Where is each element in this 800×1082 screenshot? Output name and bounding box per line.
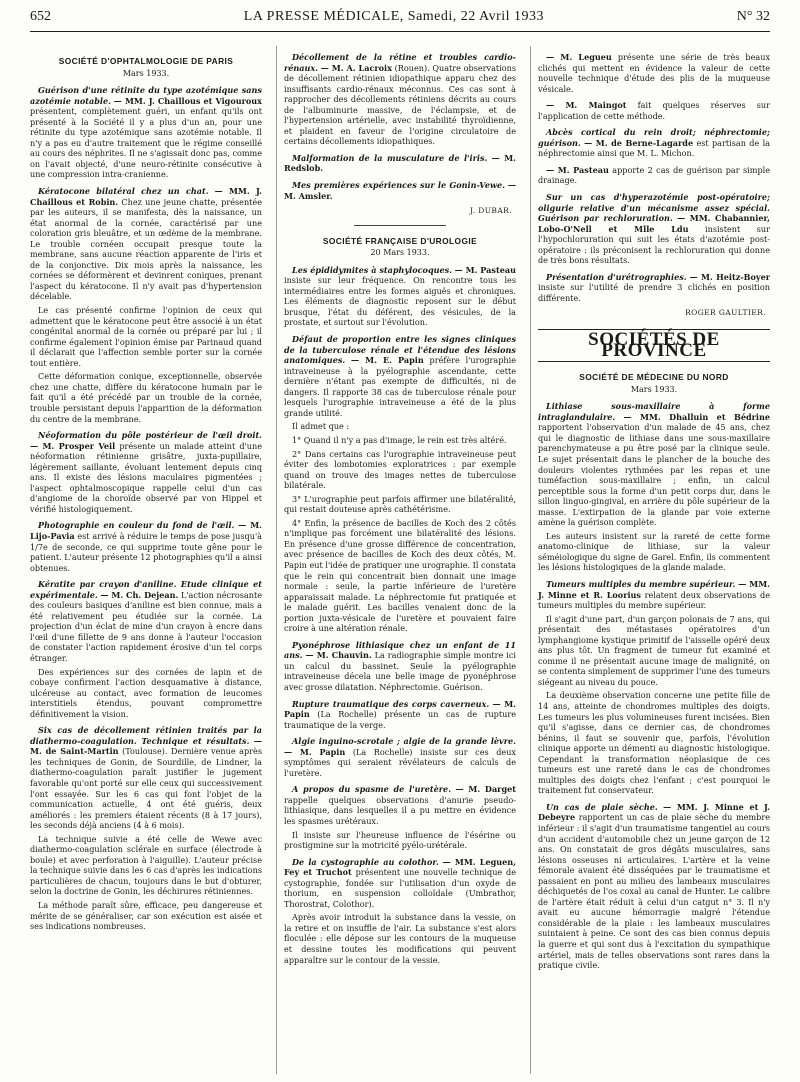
article-authors: — MM. J. Chaillous et Robin. [30,186,262,207]
article-authors: — M. de Saint-Martin [30,735,262,757]
paragraph-text: présente une série de très beaux clichés qui mettent en évidence la valeur de cette nouvelle technique d'étude des plis de la muqueuse vésicale. [538,52,770,94]
paragraph-text: insiste sur l'utilité de prendre 3 clichés en position différente. [538,282,770,303]
article-paragraph [30,430,262,514]
paragraph-text: relatent deux observations de tumeurs multiples du membre supérieur. [538,589,770,611]
divider [354,225,447,226]
page-number: 652 [30,9,51,24]
paragraph-text: 4° Enfin, la présence de bacilles de Koch des 2 côtés n'implique pas forcément une bilatéralité des lésions. En présence d'une grosse différence de concentration, avec présence de bacilles de Koch des deux côtés, M. Papin eut l'idée de pratiquer une urographie. Il constata que le rein qui concentrait bien donnait une image normale : seule, la partie inférieure de l'uretère apparaissait malade. La néphrectomie fut pratiquée et le malade guérit. Les bacilles venaient donc de la portion juxta-vésicale de l'uretère et pouvaient faire croire à une altération rénale. [284,517,516,634]
signature: J. DUBAR. [469,206,512,216]
article-authors: — M. Papin [284,746,346,757]
article-title: Rupture traumatique des corps caverneux. [292,698,490,709]
article-title: Néoformation du pôle postérieur de l'œil droit. [38,430,262,441]
session-date: Mars 1933. [630,384,678,394]
paragraph [284,518,516,634]
article-paragraph [284,52,516,147]
article-authors: — M. Ch. Dejean. [100,589,179,600]
article-title: Un cas de plaie sèche. [546,801,658,812]
article-title: Les épididymites à staphylocoques. [292,264,453,275]
paragraph-text: Après avoir introduit la substance dans la vessie, on la retire et on insuffle de l'air. La substance s'est alors floculée : elle dépose sur les contours de la muqueuse et dessine toutes les modifications qui peuvent apparaître sur le contour de la vessie. [284,912,516,965]
article-authors: — M. Maingot [546,100,627,111]
paragraph-text: La deuxième observation concerne une petite fille de 14 ans, atteinte de chondromes multiples des doigts. Les tumeurs les plus volumineuses furent incisées. Bien qu'il s'agisse, dans ce dernier cas, de chondromes bénins, il faut se souvenir que, parfois, l'évolution clinique apporte un démenti au diagnostic histologique. Cependant la transformation néoplasique de ces tumeurs est une rareté dans le cas de chondromes multiples des doigts chez l'enfant ; c'est pourquoi le traitement fut conservateur. [538,690,770,796]
article-list [538,401,770,970]
paragraph [30,834,262,897]
article-authors: — M. Papin [284,698,516,720]
paragraph-text: 1° Quand il n'y a pas d'image, le rein est très altéré. [292,434,507,445]
article-paragraph [284,265,516,328]
article-authors: — M. E. Papin [351,355,424,366]
article-paragraph [284,736,516,778]
article-paragraph [284,699,516,731]
article-authors: — MM. Dhalluin et Bédrine [623,411,770,422]
column-middle [276,46,516,1074]
paragraph [30,371,262,424]
paragraph-text: rappelle quelques observations d'anurie pseudo-lithiasique, dans lesquelles il a pu mettre en évidence les spasmes urétéraux. [284,794,516,826]
society-heading: SOCIÉTÉ FRANÇAISE D'UROLOGIE [322,235,478,246]
article-paragraph [30,520,262,573]
page-header [30,0,770,34]
issue-number: N° 32 [736,9,770,24]
paragraph [284,449,516,491]
article-authors: — M. Chauvin. [305,650,372,661]
article-title: Kératocone bilatéral chez un chat. [38,186,209,197]
article-paragraph [538,192,770,266]
article-paragraph [30,579,262,663]
article-authors: — M. Darget [455,784,516,795]
article-paragraph [538,127,770,159]
paragraph [284,435,516,446]
paragraph-text: présente un malade atteint d'une néoformation rétinienne grisâtre, juxta-pupillaire, légèrement saillante, évoluant lentement depuis cinq ans. Il existe des lésions maculaires pigmentées ; l'aspect ophtalmoscopique rappelle celui d'un cas d'angiome de la choroïde observé par von Hippel et vérifié histologiquement. [30,440,262,514]
article-paragraph [284,180,516,201]
article-authors: — MM. J. Minne et J. Debeyre [538,801,770,823]
article-title: Kératite par crayon d'aniline. Etude clinique et expérimentale. [30,579,262,600]
article-authors: — MM. Leguen, Fey et Truchot [284,856,516,878]
paragraph-text: est arrivé à réduire le temps de pose jusqu'à 1/7e de seconde, ce qui supprime toute gêne pour le patient. L'auteur présente 12 photographies qu'il a ainsi obtenues. [30,530,262,573]
article-title: Six cas de décollement rétinien traités par la diathermo-coagulation. Technique et résultats. [30,725,262,746]
paragraph-text: La radiographie simple montre ici un calcul du bassinet. Seule la pyélographie intraveineuse décela une belle image de pyonéphrose avec grosse dilatation. Néphrectomie. Guérison. [284,650,516,692]
paragraph-text: La technique suivie a été celle de Wewe avec diathermo-coagulation sclérale en surface (électrode à boule) et avec perforation à l'aiguille). L'auteur précise la technique suivie dans les 6 cas d'après les indications particulières de chacun, toujours dans le but d'obturer, selon la doctrine de Gonin, les déchirures rétiniennes. [30,833,262,897]
article-paragraph [284,640,516,693]
article-authors: — M. Pasteau [454,264,516,275]
paragraph-text: (Toulouse). Dernière venue après les techniques de Gonin, de Sourdille, de Lindner, la diathermo-coagulation paraît justifier le jugement favorable qu'ont porté sur elle ceux qui successivement l'ont essayée. Sur les 6 cas qui font l'objet de la communication actuelle, 4 ont été guéris, deux améliorés : les premiers étaient récents (8 à 17 jours), les seconds déjà anciens (4 à 6 mois). [30,746,262,831]
paragraph-text: insistent sur l'hypochloruration qui suit les états d'azotémie post-opératoire : ils préconisent la rechloruration qui donne de très bons résultats. [538,223,770,266]
article-paragraph [538,802,770,971]
paragraph-text: apporte 2 cas de guérison par simple drainage. [538,164,770,186]
paragraph [284,830,516,851]
article-title: Algie inguino-scrotale ; algie de la grande lèvre. [292,736,516,747]
article-title: Défaut de proportion entre les signes cliniques de la tuberculose rénale et l'étendue des lésions anatomiques. [284,334,516,366]
article-authors: — M. Pasteau [546,164,609,175]
session-date: 20 Mars 1933. [370,248,430,258]
paragraph [30,305,262,368]
paragraph-text: 3° L'urographie peut parfois affirmer une bilatéralité, qui restait douteuse après cathétérisme. [284,493,516,515]
paragraph-text: rapportent un cas de plaie sèche du membre inférieur : il s'agit d'un traumatisme tangentiel au cours d'un accident d'automobile chez un jeune garçon de 12 ans. On constatait de gros dégâts musculaires, sans lésions osseuses ni articulaires. L'artère et la veine fémorale avaient été disséquées par le traumatisme et passaient en pont au milieu des lambeaux musculaires déchiquetés de l'os coxal au canal de Hunter. Le calibre de l'artère était réduit à celui d'un catgut n° 3. Il n'y avait eu aucune hémorragie malgré l'étendue considérable de la plaie : les lambeaux musculaires suintaient à peine. Ce sont des cas bien connus depuis la guerre et qui sont dus à l'excitation du sympathique artériel, mais de telles observations sont rares dans la pratique civile. [538,812,770,971]
article-title: Décollement de la rétine et troubles cardio-rénaux. [284,52,516,73]
paragraph [538,690,770,795]
article-paragraph [284,857,516,910]
paragraph-text: Il admet que : [292,421,350,432]
article-paragraph [538,165,770,186]
paragraph-text: Chez une jeune chatte, présentée par les auteurs, il se manifesta, dès la naissance, un état anormal de la cornée, caractérisé par une coloration gris bleuâtre, et un œdème de la membrane. Le trouble cornéen occupait presque toute la membrane, sans aucune réaction apparente de l'iris et de la conjonctive. Dix mois après la naissance, les cornées se déformèrent et devinrent coniques, prenant l'aspect du kératocone. Il n'y avait pas d'hypertension décelable. [30,196,262,302]
paragraph-text: préfère l'urographie intraveineuse à la pyélographie ascendante, cette dernière n'étant pas exempte de difficultés, ni de dangers. Il rapporte 38 cas de tuberculose rénale pour lesquels l'urographie intraveineuse a été de la plus grande utilité. [284,355,516,418]
paragraph-text: (La Rochelle) insiste sur ces deux symptômes qui seraient révélateurs de calculs de l'uretère. [284,746,516,778]
article-title: Guérison d'une rétinite du type azotémique sans azotémie notable. [30,85,262,106]
paragraph-text: est partisan de la néphrectomie ainsi que M. L. Michon. [538,137,770,159]
article-authors: — M. Prosper Veil [30,440,116,451]
paragraph-text: La méthode paraît sûre, efficace, peu dangereuse et mérite de se généraliser, car son exécution est aisée et ses indications nombreuses. [30,900,262,932]
article-paragraph [538,272,770,304]
article-list [538,52,770,303]
column-left [30,46,262,1074]
paragraph-text: Des expériences sur des cornées de lapin et de cobaye confirment l'action desquamative à distance, ulcéreuse au contact, avec formation de leucomes interstitiels étendus, pouvant compromettre définitivement la vision. [30,666,262,719]
paragraph [30,667,262,720]
paragraph-text: rapportent l'observation d'un malade de 45 ans, chez qui le diagnostic de lithiase dans une sous-maxillaire parenchymateuse a pu être posé par la clinique seule. Le sujet présentait dans le plancher de la bouche des douleurs violentes rythmées par les repas et une tuméfaction sous-maxillaire ; enfin, un calcul perceptible sous la forme d'un petit corps dur, dans le sillon linguo-gingival, en arrière du pôle supérieur de la masse. L'extirpation de la glande par voie externe amène la guérison complète. [538,422,770,528]
paragraph-text: insiste sur leur fréquence. On rencontre tous les intermédiaires entre les formes aiguës et chroniques. Les éléments de diagnostic reposent sur le début brusque, l'état du déférent, des vésicules, de la prostate, et surtout sur l'évolution. [284,275,516,328]
journal-title: LA PRESSE MÉDICALE, Samedi, 22 Avril 1933 [243,9,545,24]
article-paragraph [538,579,770,611]
paragraph-text: Cette déformation conique, exceptionnelle, observée chez une chatte, diffère du kératocone humain par le fait qu'il a été précédé par un trouble de la cornée, trouble persistant depuis l'apparition de la déformation du centre de la membrane. [30,371,262,424]
article-paragraph [30,725,262,830]
header-rule [30,31,770,32]
article-title: Mes premières expériences sur le Gonin-Vewe. [292,180,505,191]
article-authors: — M. A. Lacroix [320,62,392,73]
article-authors: — M. Legueu [546,52,612,62]
article-authors: — MM. J. Chaillous et Vigouroux [113,95,262,106]
paragraph [538,531,770,573]
session-date: Mars 1933. [122,68,170,78]
paragraph-text: présentent une nouvelle technique de cystographie, fondée sur l'utilisation d'un oxyde de thorium, en suspension colloïdale (Umbrathor, Thorostrat, Colothor). [284,867,516,909]
article-authors: — M. Redslob. [284,152,516,174]
paragraph-text: Le cas présenté confirme l'opinion de ceux qui admettent que le kératocone peut être associé à un état congénital anormal de la cornée ou préparé par lui ; il confirme également l'opinion émise par Parinaud quand il déclarait que l'affection semble porter sur la cornée tout entière. [30,305,262,368]
article-authors: — M. de Berne-Lagarde [584,137,694,148]
article-paragraph [30,186,262,302]
article-title: Tumeurs multiples du membre supérieur. [546,578,736,589]
article-title: Sur un cas d'hyperazotémie post-opératoire; oligurie relative d'un mécanisme assez spécial. Guérison par rechloruration. [538,192,770,224]
paragraph [284,421,516,432]
paragraph-text: Il s'agit d'une part, d'un garçon polonais de 7 ans, qui présentait des métastases opératoires d'un lymphangiome kystique primitif de l'aisselle opéré deux ans plus tôt. Un fragment de tumeur fut examiné et comme il ne présentait aucune image de malignité, on se contenta simplement de supprimer l'une des tumeurs siégeant au niveau du pouce. [538,613,770,687]
paragraph [284,494,516,515]
article-list [284,52,516,201]
paragraph-text: L'action nécrosante des couleurs basiques d'aniline est bien connue, mais a été relativement peu étudiée sur la cornée. La projection d'un éclat de mine d'un crayon à encre dans l'œil d'une fillette de 9 ans donne à l'auteur l'occasion de constater l'action rapidement érosive d'un tel corps étranger. [30,589,262,663]
article-title: Présentation d'urétrographies. [546,271,687,282]
section-banner: SOCIÉTÉS DE PROVINCE [538,329,770,362]
article-title: Pyonéphrose lithiasique chez un enfant de 11 ans. [284,639,516,661]
article-authors: — MM. J. Minne et R. Loorius [538,578,770,600]
paragraph-text: 2° Dans certains cas l'urographie intraveineuse peut éviter des lombotomies exploratrices : par exemple quand on trouve des images nettes de tuberculose bilatérale. [284,448,516,491]
article-authors: — M. Amsler. [284,180,516,201]
article-authors: — M. Heitz-Boyer [689,271,770,282]
article-title: Abcès cortical du rein droit; néphrectomie; guérison. [538,127,770,148]
paragraph [30,900,262,932]
article-paragraph [538,52,770,94]
article-title: Lithiase sous-maxillaire à forme intraglandulaire. [538,401,770,422]
columns [30,46,770,1074]
article-title: Photographie en couleur du fond de l'œil. [38,520,235,531]
article-paragraph [538,401,770,528]
signature: ROGER GAULTIER. [685,308,766,318]
society-heading: SOCIÉTÉ DE MÉDECINE DU NORD [579,372,729,383]
article-list [284,265,516,965]
article-paragraph [284,334,516,418]
article-title: De la cystographie au colothor. [292,856,439,867]
paragraph [538,614,770,688]
article-paragraph [284,153,516,174]
paragraph-text: (La Rochelle) présente un cas de rupture traumatique de la verge. [284,709,516,730]
article-paragraph [30,85,262,180]
article-paragraph [538,100,770,121]
article-title: Malformation de la musculature de l'iris. [292,152,488,163]
paragraph-text: fait quelques réserves sur l'application de cette méthode. [538,100,770,121]
article-title: A propos du spasme de l'uretère. [292,784,452,795]
paragraph-text: (Rouen). Quatre observations de décollement rétinien idiopathique apparu chez des insuffisants cardio-rénaux méconnus. Ces cas sont à rapprocher des décollements rétiniens décrits au cours de l'albuminurie massive, de l'éclampsie, et de l'hypertension artérielle, avec instabilité thyroïdienne, et plaident en faveur de l'origine circulatoire de certains décollements idiopathiques. [284,62,516,147]
article-authors: — M. Lijo-Pavia [30,520,262,541]
paragraph-text: Les auteurs insistent sur la rareté de cette forme anatomo-clinique de lithiase, sur la valeur séméiologique du signe de Garel. Enfin, ils commentent les lésions histologiques de la glande malade. [538,530,770,573]
column-right [530,46,770,1074]
paragraph [284,912,516,965]
paragraph-text: Il insiste sur l'heureuse influence de l'ésérine ou prostigmine sur la motricité pyélo-urétérale. [284,829,516,851]
article-authors: — MM. Chabannier, Lobo-O'Nell et Mlle Ldu [538,213,770,234]
society-heading: SOCIÉTÉ D'OPHTALMOLOGIE DE PARIS [58,56,234,66]
paragraph-text: présentent, complètement guéri, un enfant qu'ils ont présenté à la Société il y a plus d'un an, pour une rétinite du type azotémique sans azotémie notable. Il n'y a pas eu d'autre traitement que le régime conseillé au cours des néphrites. Il ne s'agissait donc pas, comme on l'avait objecté, d'une neuro-rétinite consécutive à une compression intra-cranienne. [30,106,262,180]
article-list [30,85,262,932]
article-paragraph [284,784,516,826]
